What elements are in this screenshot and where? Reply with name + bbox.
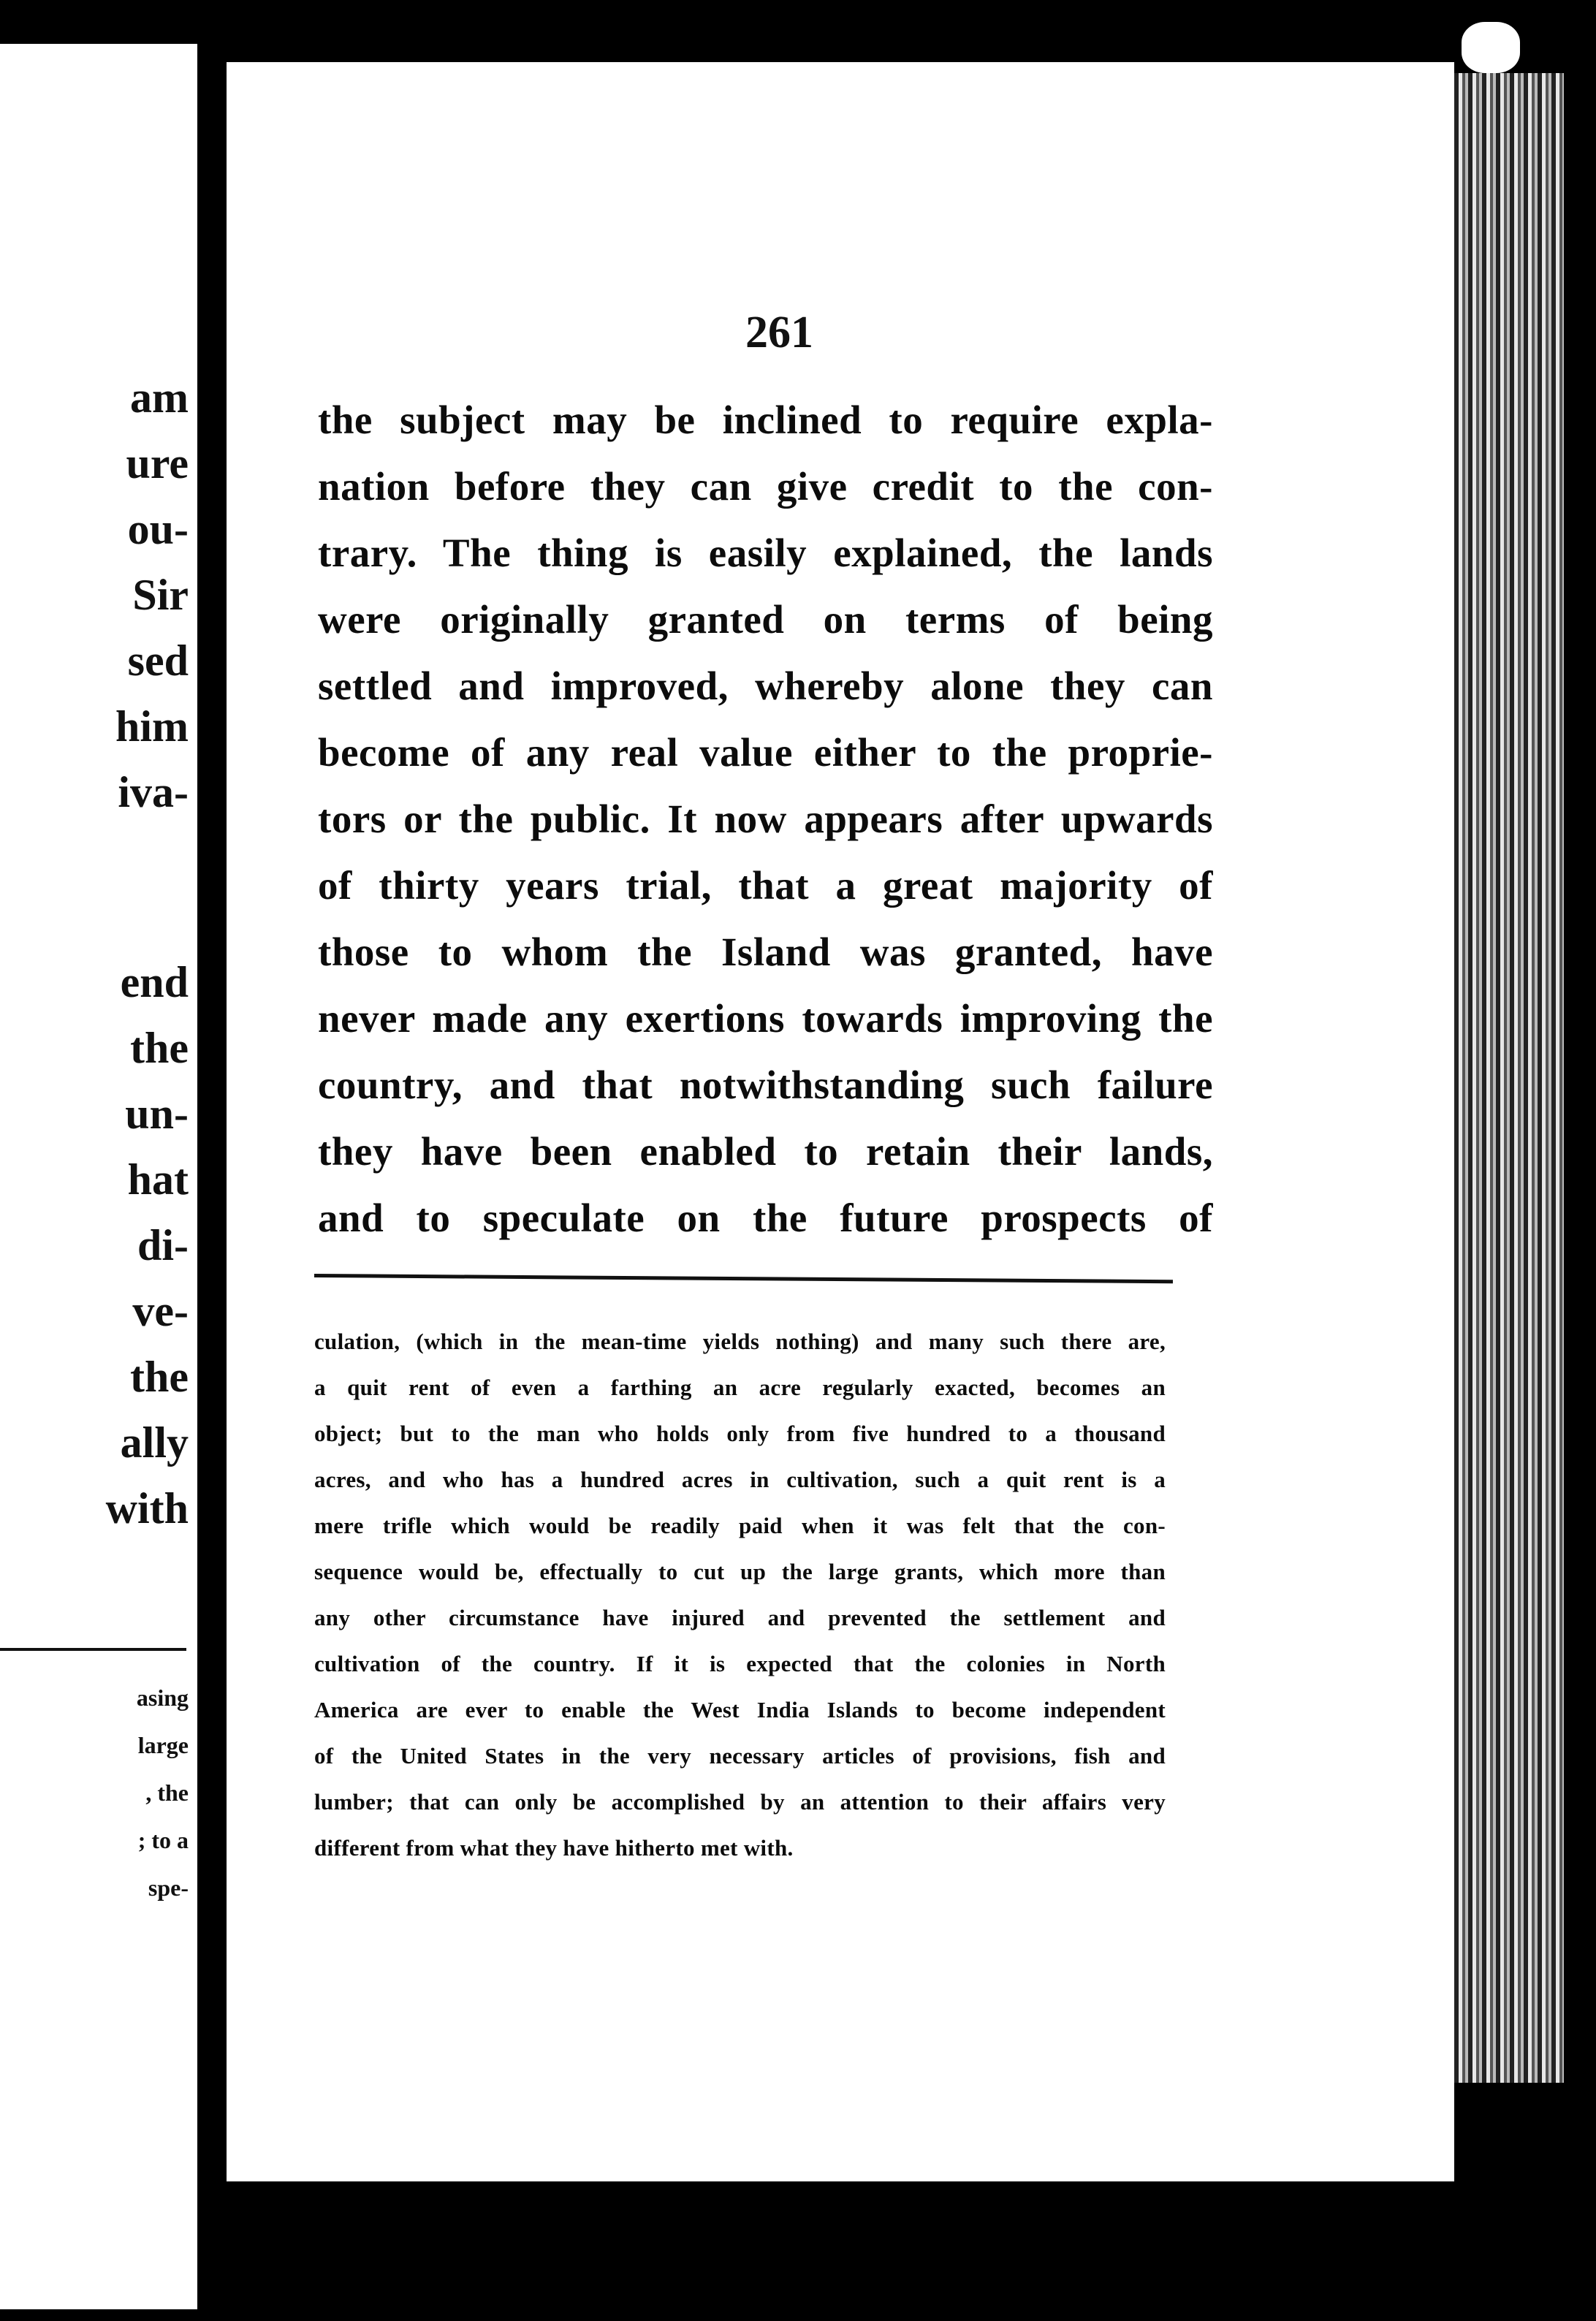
text-line: tors or the public. It now appears after upwards [318,797,1213,841]
left-footnote-rule [0,1648,186,1651]
left-fragment: ou- [127,505,189,553]
right-page [227,62,1454,2181]
left-fragment: with [105,1484,189,1532]
book-gutter [197,0,227,2321]
text-line: the subject may be inclined to require expla- [318,398,1213,442]
left-fragment: un- [125,1090,189,1138]
left-fragment: hat [127,1155,189,1204]
footnote-line: a quit rent of even a farthing an acre regularly exacted, becomes an [314,1375,1166,1400]
text-line: trary. The thing is easily explained, the lands [318,531,1213,575]
left-fragment: am [130,373,189,422]
text-line: settled and improved, whereby alone they can [318,664,1213,708]
left-page-fragment [0,44,197,2309]
left-fragment: the [130,1353,189,1401]
footnote-line: object; but to the man who holds only from five hundred to a thousand [314,1421,1166,1446]
text-line: those to whom the Island was granted, have [318,930,1213,974]
left-fragment: iva- [118,768,189,816]
footnote-line: of the United States in the very necessary articles of provisions, fish and [314,1743,1166,1769]
left-fragment: ve- [132,1287,189,1335]
footnote-line: America are ever to enable the West India Islands to become independent [314,1697,1166,1722]
text-line: they have been enabled to retain their lands, [318,1129,1213,1174]
footnote-line: cultivation of the country. If it is expected that the colonies in North [314,1651,1166,1676]
text-line: country, and that notwithstanding such failure [318,1063,1213,1107]
footnote-line: acres, and who has a hundred acres in cultivation, such a quit rent is a [314,1467,1166,1492]
text-line: and to speculate on the future prospects of [318,1196,1213,1240]
text-line: become of any real value either to the proprie- [318,730,1213,775]
left-fragment: Sir [132,571,189,619]
left-fragment: ; to a [137,1827,189,1853]
left-fragment: ure [126,439,189,487]
text-line: nation before they can give credit to the con- [318,464,1213,509]
left-fragment: ally [120,1418,189,1467]
left-fragment: the [130,1024,189,1072]
footnote-line: culation, (which in the mean-time yields nothing) and many such there are, [314,1329,1166,1354]
left-fragment: , the [145,1779,189,1806]
left-fragment: spe- [148,1874,189,1901]
left-fragment: him [115,702,189,751]
text-line: of thirty years trial, that a great majority of [318,863,1213,908]
left-fragment: sed [127,637,189,685]
left-fragment: di- [137,1221,189,1269]
left-fragment: asing [136,1684,189,1711]
footnote-line: sequence would be, effectually to cut up the large grants, which more than [314,1559,1166,1584]
footnote-line: mere trifle which would be readily paid when it was felt that the con- [314,1513,1166,1538]
footnote-line: any other circumstance have injured and prevented the settlement and [314,1605,1166,1630]
footnote-line: different from what they have hitherto met with. [314,1835,794,1861]
page-edge-stack [1454,73,1564,2083]
page-number: 261 [745,308,813,357]
left-fragment: end [120,958,189,1006]
footnote-line: lumber; that can only be accomplished by an attention to their affairs very [314,1789,1166,1815]
text-line: never made any exertions towards improving the [318,996,1213,1041]
text-line: were originally granted on terms of being [318,597,1213,642]
left-fragment: large [137,1732,189,1758]
edge-mark [1462,22,1520,73]
